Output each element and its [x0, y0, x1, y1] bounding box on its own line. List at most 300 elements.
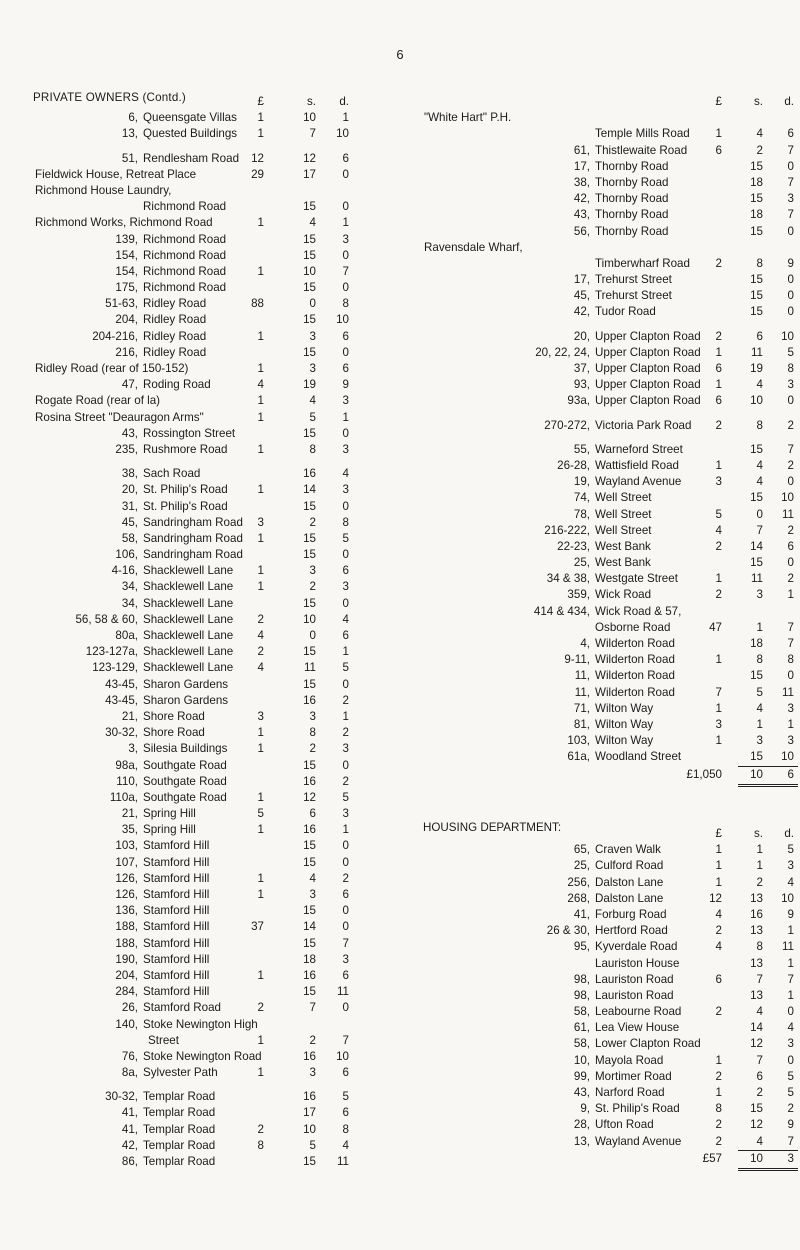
pence: 6	[342, 629, 349, 642]
address-number: 19,	[573, 475, 590, 489]
address-name: Victoria Park Road	[595, 418, 692, 432]
pounds: 1	[715, 378, 722, 392]
address-number: 136,	[115, 904, 138, 918]
shillings-header: s.	[306, 95, 316, 108]
address-number: 204,	[115, 313, 138, 327]
shillings: 15	[303, 232, 316, 246]
shillings: 7	[309, 1001, 316, 1015]
address-number: 80a,	[115, 629, 138, 642]
shillings: 6	[309, 807, 316, 821]
shillings: 14	[303, 483, 316, 497]
shillings: 6	[756, 329, 763, 343]
address-number: 34 & 38,	[546, 572, 590, 586]
address-number: 359,	[567, 588, 590, 602]
address-name: Stamford Hill	[143, 855, 210, 869]
table-row	[0, 377, 400, 393]
housing-department-title: HOUSING DEPARTMENT:	[423, 821, 562, 834]
table-row	[0, 903, 400, 919]
table-row	[0, 1049, 400, 1065]
shillings: 16	[303, 1049, 316, 1063]
pence-header: d.	[339, 95, 349, 108]
pounds: 1	[715, 458, 722, 472]
address-name: Wayland Avenue	[595, 475, 682, 489]
pence: 8	[342, 1122, 349, 1136]
pence: 5	[342, 1090, 349, 1104]
pounds: 1	[257, 442, 264, 456]
address-number: 51,	[121, 151, 138, 165]
pence: 3	[787, 701, 794, 715]
address-number: 41,	[121, 1106, 138, 1120]
pence: 2	[342, 693, 349, 707]
pence: 0	[342, 758, 349, 772]
row-gap	[0, 143, 400, 151]
shillings: 15	[750, 556, 763, 570]
shillings: 15	[303, 248, 316, 262]
address-number: 103,	[567, 734, 590, 748]
pounds: 6	[715, 362, 722, 375]
shillings: 18	[750, 208, 763, 222]
shillings: 8	[756, 653, 763, 667]
table-row	[400, 652, 800, 668]
table-row	[400, 587, 800, 603]
address-number: 98,	[573, 972, 590, 986]
address-name: Shacklewell Lane	[143, 661, 234, 675]
address-name: Ufton Road	[595, 1118, 654, 1132]
pence: 2	[342, 726, 349, 740]
shillings: 15	[303, 985, 316, 999]
table-row	[0, 919, 400, 935]
shillings: 15	[303, 645, 316, 659]
shillings-header: s.	[753, 827, 763, 840]
address-name: Richmond Road	[143, 200, 227, 214]
pounds: 3	[257, 709, 264, 723]
table-row	[0, 628, 400, 644]
shillings: 0	[309, 297, 316, 311]
address-number: 42,	[573, 192, 590, 206]
pence: 11	[781, 940, 794, 954]
table-row	[400, 304, 800, 320]
address-number: 110a,	[109, 790, 138, 804]
pounds: 2	[715, 1005, 722, 1019]
address-name: Wayland Avenue	[595, 1134, 682, 1148]
address-number: 154,	[115, 264, 138, 278]
pence: 2	[342, 871, 349, 885]
shillings: 15	[303, 758, 316, 772]
address-number: 25,	[573, 556, 590, 570]
table-row	[0, 199, 400, 215]
address-number: 11,	[574, 669, 590, 683]
table-row	[400, 907, 800, 923]
address-number: 93,	[573, 378, 590, 392]
address-name: Shore Road	[143, 709, 205, 723]
address-name: Southgate Road	[143, 790, 227, 804]
pence: 3	[342, 232, 349, 246]
pence: 11	[781, 685, 794, 699]
address-name: Wilton Way	[595, 701, 654, 715]
pounds: 47	[709, 620, 722, 634]
shillings: 15	[303, 426, 316, 440]
pounds-header: £	[715, 827, 722, 840]
total-double-rule	[738, 784, 798, 787]
table-row	[0, 1065, 400, 1081]
address-number: 41,	[121, 1122, 138, 1136]
pounds: 4	[257, 378, 264, 392]
pence: 4	[342, 612, 349, 626]
address-number: 9-11,	[564, 653, 590, 667]
address-name: Upper Clapton Road	[595, 378, 701, 392]
address-number: 43,	[573, 208, 590, 222]
pence: 11	[336, 1155, 349, 1168]
table-row	[400, 288, 800, 304]
address-name: Spring Hill	[143, 807, 196, 821]
address-number: 71,	[573, 701, 590, 715]
pence: 6	[342, 888, 349, 901]
shillings: 11	[303, 661, 316, 675]
pence: 3	[342, 394, 349, 408]
address-name: Warneford Street	[595, 442, 683, 456]
table-row	[400, 1085, 800, 1101]
pence: 11	[781, 507, 794, 521]
address-name: Thistlewaite Road	[595, 143, 688, 157]
address-number: 216-222,	[544, 523, 590, 537]
address-number: 61,	[573, 1021, 590, 1035]
address-name: Woodland Street	[595, 750, 682, 764]
pence: 0	[342, 248, 349, 262]
address-name: Sandringham Road	[143, 531, 243, 545]
shillings: 7	[756, 523, 763, 537]
address-number: 6,	[128, 111, 138, 125]
pounds: 1	[715, 572, 722, 586]
address-name: Roding Road	[143, 378, 211, 392]
address-name: Richmond Road	[143, 232, 227, 246]
table-row	[400, 418, 800, 434]
address-number: 26 & 30,	[546, 924, 590, 938]
address-name: Temple Mills Road	[595, 127, 690, 141]
pounds: 4	[715, 523, 722, 537]
shillings: 5	[756, 685, 763, 699]
pounds: 1	[715, 843, 722, 857]
table-row	[0, 984, 400, 1000]
pence: 3	[787, 1037, 794, 1051]
right-entries	[400, 110, 800, 765]
table-row	[400, 1004, 800, 1020]
address-name: Thornby Road	[595, 208, 669, 222]
shillings: 10	[303, 111, 316, 125]
shillings: 15	[303, 200, 316, 214]
address-name: Wattisfield Road	[595, 458, 679, 472]
table-row	[400, 749, 800, 765]
pounds: 3	[257, 515, 264, 529]
table-row	[400, 923, 800, 939]
shillings: 15	[303, 531, 316, 545]
table-row	[0, 167, 400, 183]
table-row	[0, 215, 400, 231]
address-name: Lea View House	[595, 1021, 680, 1035]
table-row	[0, 482, 400, 498]
pence: 6	[342, 564, 349, 578]
pounds: 6	[715, 143, 722, 157]
pence: 6	[342, 1106, 349, 1120]
pounds: 1	[257, 483, 264, 497]
pence: 1	[787, 988, 794, 1002]
pounds: 29	[251, 167, 264, 181]
left-column	[0, 94, 400, 1170]
table-row	[400, 539, 800, 555]
pounds: 2	[715, 924, 722, 938]
shillings: 1	[756, 717, 763, 731]
address-name: Shore Road	[143, 726, 205, 740]
address-number: 43,	[121, 426, 138, 440]
shillings: 1	[756, 859, 763, 873]
shillings: 15	[303, 904, 316, 918]
row-gap	[0, 1081, 400, 1089]
pence: 8	[787, 362, 794, 375]
address-name: Southgate Road	[143, 758, 227, 772]
table-row	[0, 612, 400, 628]
address-number: 42,	[573, 305, 590, 319]
pence: 0	[342, 281, 349, 295]
table-row	[0, 345, 400, 361]
address-number: 26-28,	[557, 458, 590, 472]
address-name: Wick Road & 57,	[595, 604, 682, 618]
pounds: 1	[257, 726, 264, 740]
shillings: 4	[309, 871, 316, 885]
shillings: 10	[750, 394, 763, 408]
pence: 7	[787, 972, 794, 986]
shillings: 8	[309, 726, 316, 740]
address-name: Wilderton Road	[595, 685, 675, 699]
table-row	[0, 232, 400, 248]
shillings: 0	[309, 629, 316, 642]
pence: 10	[336, 127, 349, 141]
address-name: Upper Clapton Road	[595, 329, 701, 343]
pence: 0	[342, 499, 349, 513]
pounds: 1	[715, 653, 722, 667]
table-row	[400, 361, 800, 377]
shillings: 17	[303, 1106, 316, 1120]
table-row	[0, 936, 400, 952]
address-number: 268,	[567, 891, 590, 905]
address-number: 58,	[121, 531, 138, 545]
table-row	[0, 774, 400, 790]
address-name: Ravensdale Wharf,	[424, 240, 523, 254]
table-row	[400, 191, 800, 207]
table-row	[0, 329, 400, 345]
table-row	[400, 1117, 800, 1133]
pence: 2	[787, 1102, 794, 1116]
table-row	[400, 207, 800, 223]
pence: 4	[787, 1021, 794, 1035]
address-name: Spring Hill	[143, 823, 196, 837]
address-name: Lauriston Road	[595, 988, 674, 1002]
address-number: 76,	[121, 1049, 138, 1063]
table-row	[400, 972, 800, 988]
pounds: 8	[257, 1138, 264, 1152]
address-number: 61a,	[567, 750, 590, 764]
address-name: Rogate Road (rear of la)	[35, 394, 161, 408]
pence: 7	[787, 637, 794, 650]
address-name: Stamford Hill	[143, 904, 210, 918]
address-name: Ridley Road	[143, 297, 207, 311]
shillings: 15	[303, 855, 316, 869]
total-double-rule	[738, 1168, 798, 1171]
pounds: 1	[257, 871, 264, 885]
shillings: 13	[750, 988, 763, 1002]
pence: 0	[342, 596, 349, 610]
pounds: 1	[257, 968, 264, 982]
shillings: 2	[309, 742, 316, 756]
pounds: 1	[715, 345, 722, 359]
shillings: 15	[750, 273, 763, 287]
address-name: West Bank	[595, 539, 651, 553]
shillings: 7	[756, 1053, 763, 1067]
pounds: 2	[715, 1118, 722, 1132]
pence: 0	[787, 475, 794, 489]
pounds: 1	[715, 734, 722, 748]
address-name: Templar Road	[143, 1155, 216, 1168]
shillings: 15	[750, 289, 763, 303]
pence: 3	[342, 580, 349, 594]
address-number: 20,	[121, 483, 138, 497]
pounds: 2	[715, 588, 722, 602]
address-number: 74,	[573, 491, 590, 505]
pounds: 4	[715, 907, 722, 921]
pounds: 1	[715, 127, 722, 141]
pence: 5	[342, 531, 349, 545]
pounds: 7	[715, 685, 722, 699]
shillings: 15	[303, 596, 316, 610]
left-entries	[0, 110, 400, 1170]
shillings: 16	[303, 823, 316, 837]
pounds: 1	[257, 564, 264, 578]
table-row	[0, 677, 400, 693]
shillings: 0	[756, 507, 763, 521]
address-name: Stamford Hill	[143, 920, 210, 934]
address-number: 65,	[573, 843, 590, 857]
table-row	[0, 790, 400, 806]
shillings: 19	[303, 378, 316, 392]
address-name: Shacklewell Lane	[143, 564, 234, 578]
shillings: 3	[309, 1066, 316, 1080]
address-name: Stamford Hill	[143, 952, 210, 966]
shillings: 6	[756, 1069, 763, 1083]
address-number: 45,	[573, 289, 590, 303]
table-row	[400, 701, 800, 717]
pence: 7	[787, 208, 794, 222]
address-name: Wilton Way	[595, 734, 654, 748]
total-pounds: £57	[702, 1151, 722, 1165]
address-number: 21,	[121, 709, 138, 723]
pence: 3	[342, 952, 349, 966]
shillings: 3	[309, 709, 316, 723]
address-number: 123-127a,	[85, 645, 138, 659]
table-row	[400, 858, 800, 874]
address-name: Dalston Lane	[595, 875, 664, 889]
address-name: Rendlesham Road	[143, 151, 240, 165]
table-row	[0, 1122, 400, 1138]
table-row	[400, 474, 800, 490]
pence: 5	[342, 790, 349, 804]
shillings: 15	[750, 669, 763, 683]
shillings: 15	[750, 491, 763, 505]
table-row	[400, 507, 800, 523]
pounds: 3	[715, 475, 722, 489]
pence: 0	[787, 159, 794, 173]
left-column-header	[0, 94, 400, 110]
address-number: 25,	[573, 859, 590, 873]
shillings: 15	[303, 936, 316, 950]
address-name: Wick Road	[595, 588, 652, 602]
pence: 9	[787, 1118, 794, 1132]
shillings: 2	[756, 1086, 763, 1099]
address-number: 235,	[115, 442, 138, 456]
shillings: 15	[303, 1155, 316, 1168]
address-name: Westgate Street	[595, 572, 678, 586]
shillings: 1	[756, 620, 763, 634]
pence-header: d.	[784, 95, 794, 108]
address-number: 43-45,	[105, 677, 138, 691]
address-name: Stamford Road	[143, 1001, 221, 1015]
address-number: 188,	[115, 936, 138, 950]
pence-header: d.	[784, 827, 794, 840]
address-name: Street	[148, 1033, 179, 1047]
pence: 0	[342, 855, 349, 869]
address-number: 98a,	[115, 758, 138, 772]
pence: 10	[781, 891, 794, 905]
table-row	[0, 442, 400, 458]
pounds: 1	[257, 742, 264, 756]
housing-column-header	[400, 826, 800, 842]
pence: 0	[787, 305, 794, 319]
shillings: 18	[750, 637, 763, 650]
pence: 3	[787, 378, 794, 392]
address-name: St. Philip's Road	[595, 1102, 680, 1116]
housing-total	[400, 1150, 800, 1168]
pence: 6	[342, 151, 349, 165]
pence: 0	[342, 677, 349, 691]
pence: 9	[787, 256, 794, 270]
shillings: 3	[309, 362, 316, 375]
address-number: 43-45,	[105, 693, 138, 707]
address-name: Richmond Road	[143, 248, 227, 262]
address-number: 3,	[128, 742, 138, 756]
address-number: 99,	[573, 1069, 590, 1083]
table-row	[0, 312, 400, 328]
address-name: Hertford Road	[595, 924, 668, 938]
shillings: 15	[750, 1102, 763, 1116]
pence: 0	[787, 556, 794, 570]
shillings: 2	[756, 875, 763, 889]
pence: 1	[787, 924, 794, 938]
table-row	[0, 596, 400, 612]
address-name: West Bank	[595, 556, 651, 570]
pence: 7	[787, 442, 794, 456]
table-row	[0, 1154, 400, 1170]
pounds: 1	[257, 394, 264, 408]
address-name: Stamford Hill	[143, 985, 210, 999]
table-row	[400, 256, 800, 272]
table-row	[400, 604, 800, 620]
pounds: 2	[715, 1134, 722, 1148]
shillings: 10	[303, 612, 316, 626]
pounds: 2	[715, 539, 722, 553]
table-row	[0, 660, 400, 676]
address-name: Wilton Way	[595, 717, 654, 731]
shillings: 15	[303, 281, 316, 295]
table-row	[400, 523, 800, 539]
pounds: 6	[715, 972, 722, 986]
table-row	[400, 240, 800, 256]
